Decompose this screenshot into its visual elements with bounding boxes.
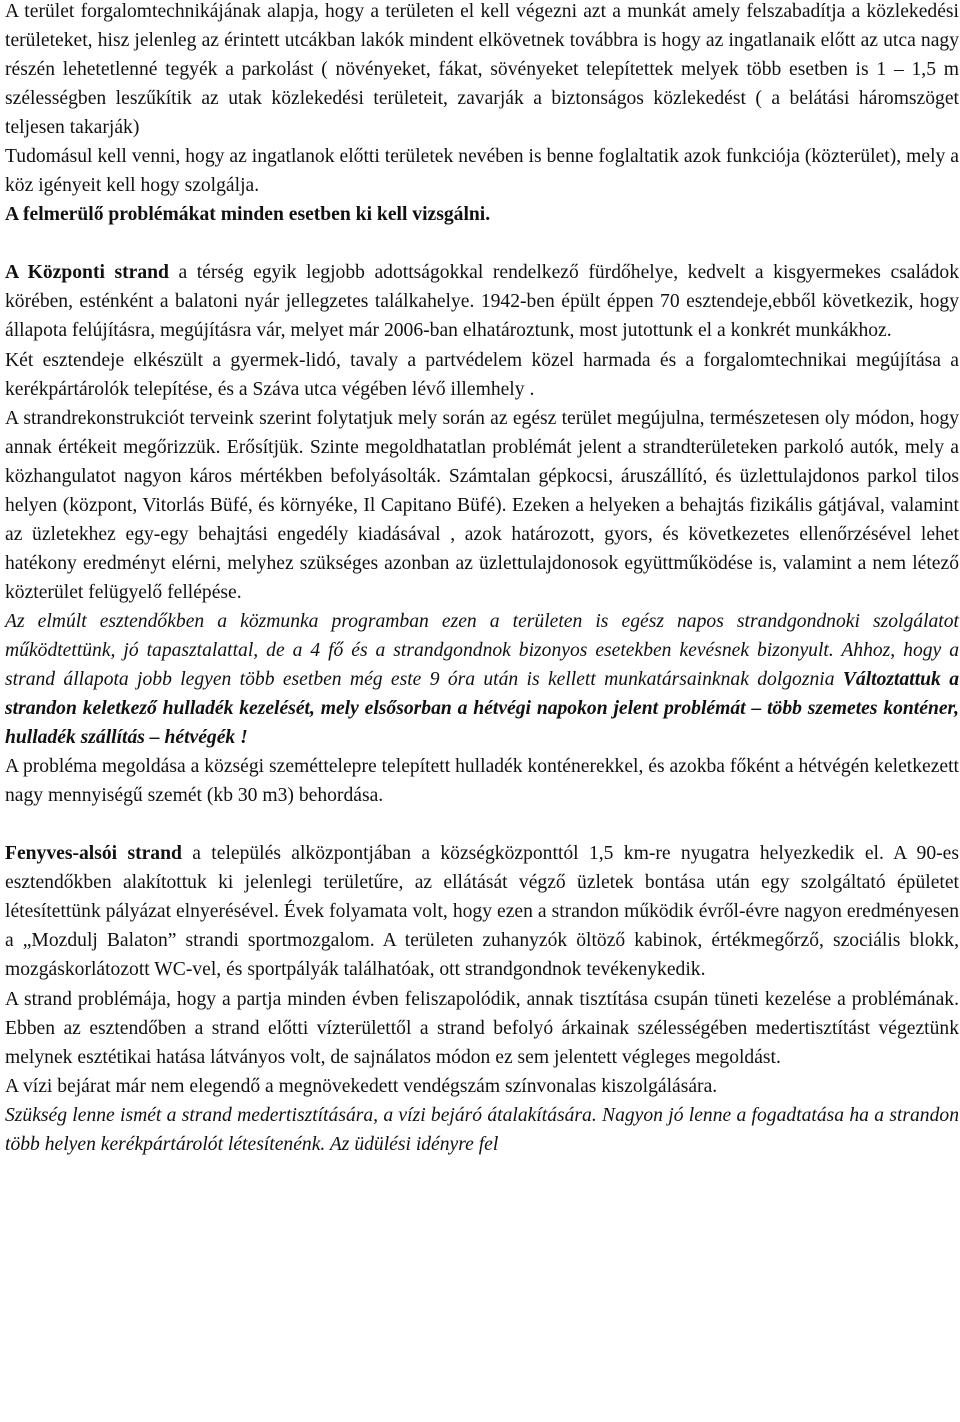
paragraph-fenyves-beach: [5, 839, 959, 984]
paragraph-text: A probléma megoldása a községi szeméttelepre telepített hulladék konténerekkel, és azokba főként a hétvégén keletkezett nagy mennyiségű szemét (kb 30 m3) behordása.: [5, 756, 959, 807]
bold-italic-text: Változtattuk a strandon keletkező hulladék kezelését, mely elsősorban a hétvégi napokon jelent problémát – több szemetes konténer, hulladék szállítás – hétvégék !: [5, 669, 959, 749]
paragraph-text: A terület forgalomtechnikájának alapja, hogy a területen el kell végezni azt a munkát amely felszabadítja a közlekedési területeket, hisz jelenleg az érintett utcákban lakók mindent elkövetnek továbbra is hogy az ingatlanaik előtt az utca nagy részén lehetetlenné tegyék a parkolást ( növényeket, fákat, sövényeket telepítettek melyek több esetben is 1 – 1,5 m szélességben leszűkítik az utak közlekedési területeit, zavarják a biztonságos közlekedést ( a belátási háromszöget teljesen takarják): [5, 1, 959, 139]
paragraph-public-works: [5, 607, 959, 752]
paragraph-investigate-statement: [5, 200, 959, 229]
paragraph-silting-problem: [5, 985, 959, 1072]
paragraph-water-entrance: [5, 1072, 959, 1101]
bold-statement: A felmerülő problémákat minden esetben ki kell vizsgálni.: [5, 204, 491, 226]
paragraph-kids-lido: [5, 346, 959, 404]
italic-text: Szükség lenne ismét a strand medertisztítására, a vízi bejáró átalakítására. Nagyon jó lenne a fogadtatása ha a strandon több helyen kerékpártárolót létesítenénk. Az üdülési idényre fel: [5, 1104, 959, 1155]
paragraph-reconstruction: [5, 404, 959, 607]
paragraph-text: A vízi bejárat már nem elegendő a megnövekedett vendégszám színvonalas kiszolgálására.: [5, 1075, 718, 1097]
paragraph-text: A strand problémája, hogy a partja minden évben feliszapolódik, annak tisztítása csupán tüneti kezelése a problémának. Ebben az esztendőben a strand előtti vízterülettől a strand befolyó árkainak szélességében medertisztítást végeztünk melynek esztétikai hatása látványos volt, de sajnálatos módon ez sem jelentett végleges megoldást.: [5, 988, 959, 1068]
paragraph-public-area: [5, 142, 959, 200]
paragraph-needs: [5, 1101, 959, 1159]
paragraph-text: a térség egyik legjobb adottságokkal rendelkező fürdőhelye, kedvelt a kisgyermekes családok körében, esténként a balatoni nyár jellegzetes találkahelye. 1942-ben épült éppen 70 esztendeje,ebből következik, hogy állapota felújításra, megújításra vár, melyet már 2006-ban elhatároztunk, most jutottunk el a konkrét munkákhoz.: [5, 262, 959, 342]
italic-text: Az elmúlt esztendőkben a közmunka programban ezen a területen is egész napos strandgondnoki szolgálatot működtettünk, jó tapasztalattal, de a 4 fő és a strandgondnok bizonyos esetekben kevésnek bizonyult. Ahhoz, hogy a strand állapota jobb legyen több esetben még este 9 óra után is kellett munkatársainknak dolgoznia: [5, 610, 959, 691]
paragraph-waste-solution: [5, 752, 959, 810]
section-lead-central-beach: A Központi strand: [5, 262, 169, 284]
paragraph-text: A strandrekonstrukciót terveink szerint folytatjuk mely során az egész terület megújulna, természetesen oly módon, hogy annak értékeit megőrizzük. Erősítjük. Szinte megoldhatatlan problémát jelent a strandterületeken parkoló autók, mely a közhangulatot nagyon káros mértékben befolyásolták. Számtalan gépkocsi, áruszállító, és üzlettulajdonos parkol tilos helyen (központ, Vitorlás Büfé, és környéke, Il Capitano Büfé). Ezeken a helyeken a behajtás fizikális gátjával, valamint az üzletekhez egy-egy behajtási engedély kiadásával , azok határozott, gyors, és következetes ellenőrzésével lehet hatékony eredményt elérni, melyhez szükséges azonban az üzlettulajdonosok együttműködése is, valamint a nem létező közterület felügyelő fellépése.: [5, 407, 959, 603]
paragraph-central-beach: [5, 258, 959, 345]
paragraph-text: a település alközpontjában a községközponttól 1,5 km-re nyugatra helyezkedik el. A 90-es esztendőkben alakítottuk ki jelenlegi területűre, az ellátását végző üzletek bontása után egy szolgáltató épületet létesítettünk pályázat elnyerésével. Évek folyamata volt, hogy ezen a strandon működik évről-évre nagyon eredményesen a „Mozdulj Balaton” strandi sportmozgalom. A területen zuhanyzók öltöző kabinok, értékmegőrző, szociális blokk, mozgáskorlátozott WC-vel, és sportpályák találhatóak, ott strandgondnok tevékenykedik.: [5, 843, 959, 981]
paragraph-traffic-intro: [5, 0, 959, 142]
paragraph-text: Tudomásul kell venni, hogy az ingatlanok előtti területek nevében is benne foglaltatik azok funkciója (közterület), mely a köz igényeit kell hogy szolgálja.: [5, 146, 959, 197]
paragraph-text: Két esztendeje elkészült a gyermek-lidó, tavaly a partvédelem közel harmada és a forgalomtechnikai megújítása a kerékpártárolók telepítése, és a Száva utca végében lévő illemhely .: [5, 349, 959, 400]
section-lead-fenyves-beach: Fenyves-alsói strand: [5, 843, 182, 865]
